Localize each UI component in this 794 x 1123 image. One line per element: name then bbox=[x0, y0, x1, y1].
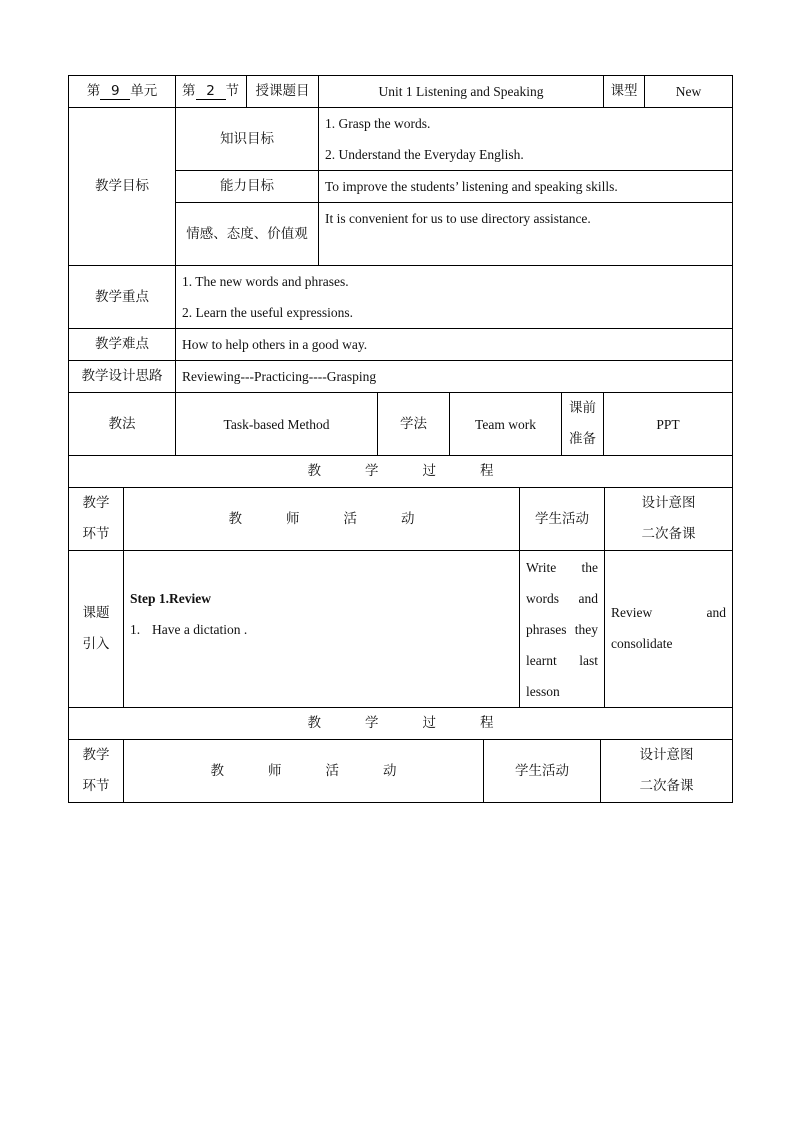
student-line: phrases they bbox=[526, 621, 598, 637]
intro-intent-cell bbox=[605, 551, 733, 708]
intro-student-cell bbox=[520, 551, 605, 708]
difficulty-row bbox=[69, 329, 733, 361]
section-number: 2 bbox=[196, 83, 226, 100]
intent-label-line: 设计意图 bbox=[639, 747, 694, 763]
title-char: 过 bbox=[422, 715, 436, 731]
key-points-row bbox=[69, 266, 733, 329]
intro-label bbox=[69, 551, 124, 708]
section-cell bbox=[176, 76, 247, 108]
intent-line: Review and bbox=[611, 605, 726, 620]
lesson-info-table bbox=[68, 75, 733, 456]
student-line: Write the bbox=[526, 559, 598, 575]
process-title-row bbox=[69, 456, 733, 488]
step-item-number: 1. bbox=[130, 622, 141, 637]
design-row bbox=[69, 361, 733, 393]
unit-prefix: 第 bbox=[86, 83, 101, 99]
student-line: learnt last bbox=[526, 652, 598, 668]
process-table-2 bbox=[68, 707, 733, 803]
link-label-line: 环节 bbox=[82, 778, 110, 794]
header-char: 师 bbox=[286, 510, 300, 527]
header-char: 活 bbox=[325, 762, 339, 779]
process-title bbox=[69, 456, 733, 488]
teach-method-value: Task-based Method bbox=[176, 393, 378, 456]
methods-row bbox=[69, 393, 733, 456]
teach-method-label: 教法 bbox=[69, 393, 176, 456]
difficulty-label: 教学难点 bbox=[69, 329, 176, 361]
process-table bbox=[68, 455, 733, 708]
process-header-row-2 bbox=[69, 740, 733, 803]
link-label bbox=[69, 488, 124, 551]
title-char: 程 bbox=[480, 715, 494, 731]
link-label-2 bbox=[69, 740, 124, 803]
section-suffix: 节 bbox=[225, 83, 239, 99]
key-point-line: 2. Learn the useful expressions. bbox=[182, 305, 353, 320]
intent-label-line: 二次备课 bbox=[641, 526, 696, 542]
header-char: 教 bbox=[228, 510, 242, 527]
step-item bbox=[130, 614, 513, 645]
knowledge-line: 2. Understand the Everyday English. bbox=[325, 147, 524, 162]
emotion-value: It is convenient for us to use directory assistance. bbox=[319, 203, 733, 266]
teacher-activity-header bbox=[124, 488, 520, 551]
prep-label: 课前准备 bbox=[562, 393, 604, 456]
knowledge-label: 知识目标 bbox=[176, 108, 319, 171]
intent-line: consolidate bbox=[611, 636, 673, 651]
header-char: 师 bbox=[268, 762, 282, 779]
intent-header-2 bbox=[601, 740, 733, 803]
header-char: 动 bbox=[401, 510, 415, 527]
process-title-2 bbox=[69, 708, 733, 740]
title-char: 教 bbox=[307, 463, 321, 479]
intro-teacher-cell bbox=[124, 551, 520, 708]
process-header-row bbox=[69, 488, 733, 551]
key-points-value bbox=[176, 266, 733, 329]
title-char: 学 bbox=[365, 463, 379, 479]
learn-method-value: Team work bbox=[450, 393, 562, 456]
ability-value: To improve the students’ listening and speaking skills. bbox=[319, 171, 733, 203]
step-heading: Step 1.Review bbox=[130, 591, 211, 606]
process-title-row-2 bbox=[69, 708, 733, 740]
design-label: 教学设计思路 bbox=[69, 361, 176, 393]
title-char: 程 bbox=[480, 463, 494, 479]
section-prefix: 第 bbox=[182, 83, 196, 99]
type-label: 课型 bbox=[604, 76, 645, 108]
title-char: 学 bbox=[365, 715, 379, 731]
unit-cell bbox=[69, 76, 176, 108]
key-point-line: 1. The new words and phrases. bbox=[182, 274, 349, 289]
unit-number: 9 bbox=[100, 83, 130, 100]
intro-label-line: 课题 bbox=[82, 605, 110, 621]
intro-row bbox=[69, 551, 733, 708]
lesson-plan-sheet bbox=[68, 75, 732, 803]
link-label-line: 教学 bbox=[82, 495, 110, 511]
learn-method-label: 学法 bbox=[378, 393, 450, 456]
design-value: Reviewing---Practicing----Grasping bbox=[176, 361, 733, 393]
header-char: 活 bbox=[343, 510, 357, 527]
header-char: 动 bbox=[383, 762, 397, 779]
topic-value: Unit 1 Listening and Speaking bbox=[319, 76, 604, 108]
key-points-label: 教学重点 bbox=[69, 266, 176, 329]
emotion-label: 情感、态度、价值观 bbox=[176, 203, 319, 266]
teacher-activity-header-2 bbox=[124, 740, 484, 803]
difficulty-value: How to help others in a good way. bbox=[176, 329, 733, 361]
step-item-text: Have a dictation . bbox=[152, 622, 248, 637]
title-char: 教 bbox=[307, 715, 321, 731]
knowledge-line: 1. Grasp the words. bbox=[325, 116, 431, 131]
header-row bbox=[69, 76, 733, 108]
student-activity-header: 学生活动 bbox=[520, 488, 605, 551]
topic-label: 授课题目 bbox=[247, 76, 319, 108]
link-label-line: 环节 bbox=[82, 526, 110, 542]
intro-label-line: 引入 bbox=[82, 636, 110, 652]
prep-value: PPT bbox=[604, 393, 733, 456]
link-label-line: 教学 bbox=[82, 747, 110, 763]
type-value: New bbox=[645, 76, 733, 108]
ability-label: 能力目标 bbox=[176, 171, 319, 203]
intent-header bbox=[605, 488, 733, 551]
title-char: 过 bbox=[422, 463, 436, 479]
knowledge-value bbox=[319, 108, 733, 171]
student-activity-header-2: 学生活动 bbox=[484, 740, 601, 803]
objectives-label: 教学目标 bbox=[69, 108, 176, 266]
header-char: 教 bbox=[210, 762, 224, 779]
knowledge-row bbox=[69, 108, 733, 171]
unit-suffix: 单元 bbox=[130, 83, 158, 99]
intent-label-line: 二次备课 bbox=[639, 778, 694, 794]
intent-label-line: 设计意图 bbox=[641, 495, 696, 511]
student-line: words and bbox=[526, 590, 598, 606]
student-line: lesson bbox=[526, 683, 560, 699]
